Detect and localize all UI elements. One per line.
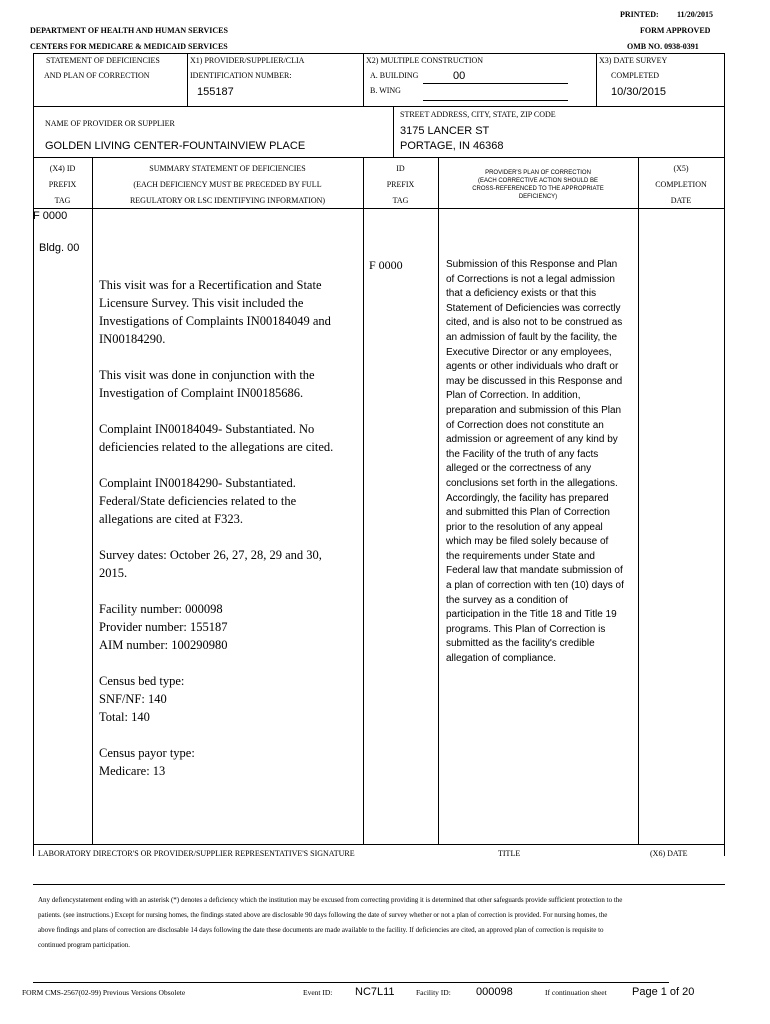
x1-label: X1) PROVIDER/SUPPLIER/CLIA bbox=[190, 56, 305, 65]
summary-body bbox=[99, 276, 349, 798]
x4-header-3: TAG bbox=[54, 196, 71, 205]
right-prefix-tag: F 0000 bbox=[369, 258, 403, 272]
plan-header-3: CROSS-REFERENCED TO THE APPROPRIATE bbox=[472, 186, 604, 192]
facility-id-label: Facility ID: bbox=[416, 988, 451, 997]
event-id-label: Event ID: bbox=[303, 988, 333, 997]
summary-header-1: SUMMARY STATEMENT OF DEFICIENCIES bbox=[149, 164, 306, 173]
centers-name: CENTERS FOR MEDICARE & MEDICAID SERVICES bbox=[30, 42, 228, 51]
building-value: 00 bbox=[453, 70, 466, 82]
continuation-label: If continuation sheet bbox=[545, 988, 607, 997]
statement-label-2: AND PLAN OF CORRECTION bbox=[44, 71, 150, 80]
summary-paragraph-4: Complaint IN00184290- Substantiated. Federal/State deficiencies related to the allegations are cited at F323. bbox=[99, 476, 297, 526]
address-line-2: PORTAGE, IN 46368 bbox=[400, 140, 504, 152]
date-label: (X6) DATE bbox=[650, 849, 688, 858]
event-id-value: NC7L11 bbox=[355, 986, 395, 998]
id-header-2: PREFIX bbox=[386, 180, 415, 189]
printed-date: 11/20/2015 bbox=[677, 10, 714, 19]
x2-label: X2) MULTIPLE CONSTRUCTION bbox=[366, 56, 484, 65]
summary-header-3: REGULATORY OR LSC IDENTIFYING INFORMATION) bbox=[129, 196, 326, 205]
wing-label: B. WING bbox=[370, 86, 401, 95]
summary-paragraph-6: Facility number: 000098 Provider number: 155187 AIM number: 100290980 bbox=[99, 602, 228, 652]
x3-label: X3) DATE SURVEY bbox=[599, 56, 668, 65]
summary-paragraph-8: Census payor type: Medicare: 13 bbox=[99, 746, 195, 778]
dept-name: DEPARTMENT OF HEALTH AND HUMAN SERVICES bbox=[30, 26, 228, 35]
plan-of-correction-text: Submission of this Response and Plan of Corrections is not a legal admission that a deficiency exists or that this Statement of Deficiencies was correctly cited, and is also not to be construed as an admission of fault by the facility, the Executive Director or any employees, agents or other individuals who draft or may be discussed in this Response and Plan of Correction. In addition, preparation and submission of this Plan of Correction does not constitute an admission or agreement of any kind by the Facility of the truth of any facts alleged or the correctness of any conclusions set forth in the allegations. Accordingly, the facility has prepared and submitted this Plan of Correction prior to the resolution of any appeal which may be filed solely because of the requirements under State and Federal law that mandate submission of a plan of correction with ten (10) days of the survey as a condition of participation in the Title 18 and Title 19 programs. This Plan of Correction is submitted as the facility's credible allegation of compliance. bbox=[446, 259, 624, 665]
x4-header-1: (X4) ID bbox=[49, 164, 76, 173]
provider-name-value: GOLDEN LIVING CENTER-FOUNTAINVIEW PLACE bbox=[45, 140, 306, 152]
printed-label: PRINTED: bbox=[620, 10, 659, 19]
signature-label: LABORATORY DIRECTOR'S OR PROVIDER/SUPPLIER REPRESENTATIVE'S SIGNATURE bbox=[38, 849, 355, 858]
plan-header-4: DEFICIENCY) bbox=[518, 194, 558, 200]
address-label: STREET ADDRESS, CITY, STATE, ZIP CODE bbox=[400, 110, 556, 119]
address-line-1: 3175 LANCER ST bbox=[400, 125, 490, 137]
plan-header-2: (EACH CORRECTIVE ACTION SHOULD BE bbox=[477, 178, 599, 184]
omb-number: OMB NO. 0938-0391 bbox=[627, 42, 699, 51]
summary-paragraph-2: This visit was done in conjunction with the Investigation of Complaint IN00185686. bbox=[99, 368, 315, 400]
statement-label-1: STATEMENT OF DEFICIENCIES bbox=[46, 56, 160, 65]
id-header-3: TAG bbox=[392, 196, 409, 205]
survey-date-value: 10/30/2015 bbox=[611, 86, 667, 98]
x5-header-1: (X5) bbox=[673, 164, 689, 173]
x1-label-2: IDENTIFICATION NUMBER: bbox=[190, 71, 292, 80]
form-approved: FORM APPROVED bbox=[640, 26, 711, 35]
left-prefix-tag: F 0000 bbox=[33, 210, 68, 222]
x5-header-2: COMPLETION bbox=[655, 180, 707, 189]
title-label: TITLE bbox=[498, 849, 521, 858]
x4-header-2: PREFIX bbox=[48, 180, 77, 189]
summary-header-2: (EACH DEFICIENCY MUST BE PRECEDED BY FULL bbox=[133, 180, 322, 189]
provider-name-label: NAME OF PROVIDER OR SUPPLIER bbox=[45, 119, 175, 128]
summary-paragraph-5: Survey dates: October 26, 27, 28, 29 and 30, 2015. bbox=[99, 548, 322, 580]
summary-paragraph-1: This visit was for a Recertification and State Licensure Survey. This visit included the Investigations of Complaints IN00184049 and IN00184290. bbox=[99, 278, 331, 346]
summary-paragraph-3: Complaint IN00184049- Substantiated. No deficiencies related to the allegations are cited. bbox=[99, 422, 334, 454]
disclosure-notice: Any defiencystatement ending with an asterisk (*) denotes a deficiency which the institution may be excused from correcting providing it is determined that other safeguards provide sufficient protection to the patients. (see instructions.) Except for nursing homes, the findings stated above are disclosable 90 days following the date of survey whether or not a plan of correction is provided. For nursing homes, the above findings and plans of correction are disclosable 14 days following the date these documents are made available to the facility. If deficiencies are cited, an approved plan of correction is requisite to continued program participation. bbox=[38, 896, 623, 949]
plan-header-1: PROVIDER'S PLAN OF CORRECTION bbox=[485, 170, 591, 176]
id-header-1: ID bbox=[396, 164, 405, 173]
x3-label-2: COMPLETED bbox=[611, 71, 659, 80]
summary-paragraph-7: Census bed type: SNF/NF: 140 Total: 140 bbox=[99, 674, 185, 724]
page-number: Page 1 of 20 bbox=[632, 986, 695, 998]
x5-header-3: DATE bbox=[670, 196, 692, 205]
form-id: FORM CMS-2567(02-99) Previous Versions Obsolete bbox=[22, 988, 186, 997]
building-note: Bldg. 00 bbox=[39, 242, 80, 254]
building-label: A. BUILDING bbox=[370, 71, 419, 80]
provider-id-value: 155187 bbox=[197, 86, 234, 98]
facility-id-value: 000098 bbox=[476, 986, 513, 998]
